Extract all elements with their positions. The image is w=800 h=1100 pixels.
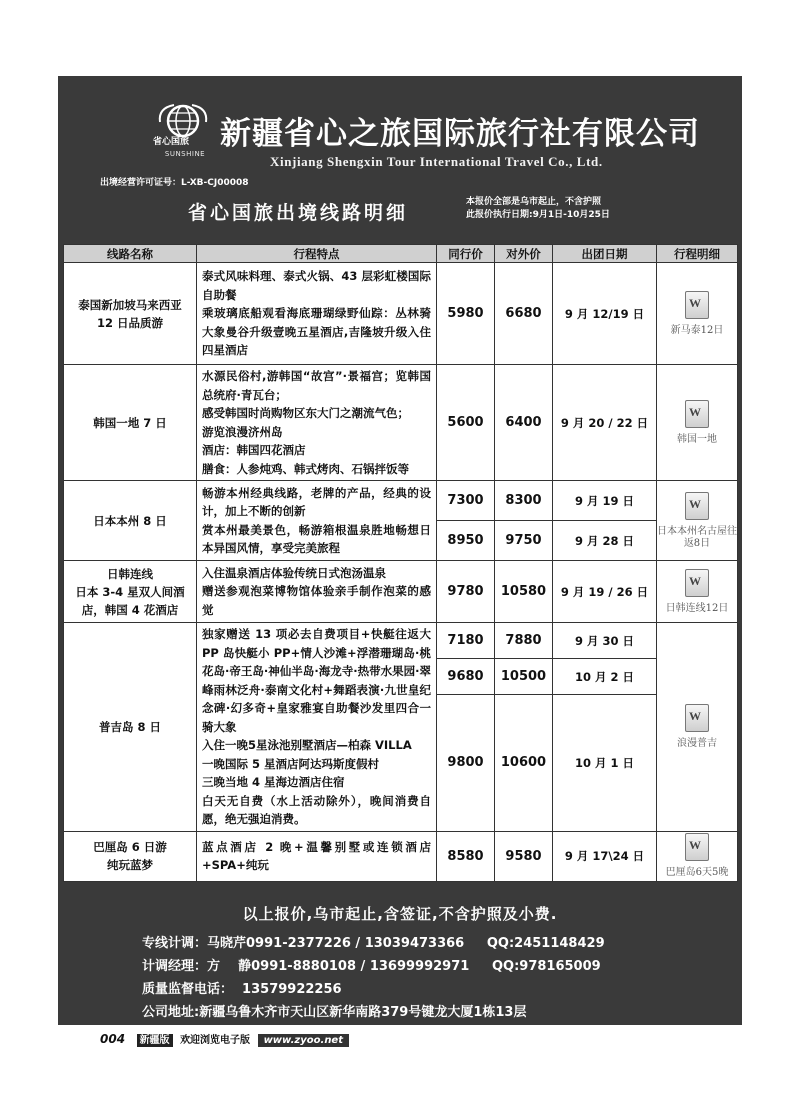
manager-name-phone: 方 静0991-8880108 / 13699992971 xyxy=(207,959,470,974)
route-table xyxy=(63,244,738,882)
public-price: 9580 xyxy=(495,831,553,881)
route-table-body xyxy=(64,263,738,882)
route-name-text: 韩国一地 7 日 xyxy=(93,415,167,430)
route-name-text: 日本本州 8 日 xyxy=(93,513,167,528)
edition-tag: 新疆版 xyxy=(137,1034,173,1047)
peer-price: 5600 xyxy=(437,365,495,481)
quality-hotline: 质量监督电话： 13579922256 xyxy=(142,982,342,997)
company-name-en: Xinjiang Shengxin Tour International Travel Co., Ltd. xyxy=(270,154,603,169)
route-name xyxy=(64,263,197,365)
page-number: 004 xyxy=(100,1032,126,1046)
departure-date: 9 月 28 日 xyxy=(553,521,657,561)
departure-date: 10 月 2 日 xyxy=(553,659,657,695)
peer-price: 9800 xyxy=(437,695,495,831)
table-row xyxy=(64,831,738,881)
public-price: 8300 xyxy=(495,481,553,521)
route-features-text: 入住温泉酒店体验传统日式泡汤温泉 赠送参观泡菜博物馆体验亲手制作泡菜的感觉 xyxy=(202,565,431,617)
itinerary-doc-label: 巴厘岛6天5晚 xyxy=(665,867,729,878)
price-note-1: 本报价全部是乌市起止，不含护照 xyxy=(466,197,602,207)
peer-price: 8580 xyxy=(437,831,495,881)
peer-price: 7180 xyxy=(437,623,495,659)
route-features-text: 独家赠送 13 项必去自费项目+快艇往返大 PP 岛快艇小 PP+情人沙滩+浮潜珊瑚岛·桃花岛·帝王岛·神仙半岛·海龙寺·热带水果园·翠峰雨林泛舟·泰南文化村+舞蹈表演·九世皇纪念碑·幻多奇+皇家雅宴自助餐沙发里四合一骑大象 入住一晚5星泳池别墅酒店—柏森 VILLA 一晚国际 5 星酒店阿达玛斯度假村 三晚当地 4 星海边酒店住宿 白天无自费（水上活动除外），晚间消费自愿，绝无强迫消费。 xyxy=(202,627,431,826)
route-name xyxy=(64,831,197,881)
manager-qq: QQ:978165009 xyxy=(491,959,601,974)
logo-subtext: SUNSHINE xyxy=(164,150,206,158)
peer-price: 5980 xyxy=(437,263,495,365)
word-doc-icon xyxy=(685,704,709,732)
route-features-text: 水源民俗村,游韩国“故宫”·景福宫；览韩国总统府·青瓦台； 感受韩国时尚购物区东大门之潮流气色； 游览浪漫济州岛 酒店：韩国四花酒店 膳食：人参炖鸡、韩式烤肉、石锅拌饭等 xyxy=(202,369,431,476)
departure-date: 9 月 17\24 日 xyxy=(553,831,657,881)
word-doc-icon xyxy=(685,400,709,428)
route-name xyxy=(64,481,197,561)
itinerary-doc-link[interactable] xyxy=(657,481,738,561)
route-features xyxy=(197,623,437,832)
planner-name-phone: 马晓芹0991-2377226 / 13039473366 xyxy=(207,936,465,951)
route-name-text: 泰国新加坡马来西亚 12 日品质游 xyxy=(78,297,182,330)
logo-text: 省心国旅 xyxy=(153,137,190,147)
route-table-wrapper xyxy=(63,244,737,882)
departure-date: 9 月 19 / 26 日 xyxy=(553,561,657,623)
public-price: 10600 xyxy=(495,695,553,831)
table-row xyxy=(64,365,738,481)
contact-line-planner xyxy=(142,932,605,955)
itinerary-doc-link[interactable] xyxy=(657,263,738,365)
public-price: 9750 xyxy=(495,521,553,561)
itinerary-doc-label: 新马泰12日 xyxy=(670,324,724,336)
footer-message: 欢迎浏览电子版 xyxy=(180,1035,251,1046)
route-features-text: 畅游本州经典线路，老牌的产品，经典的设计，加上不断的创新 赏本州最美景色，畅游箱根温泉胜地畅想日本异国风情，享受完美旅程 xyxy=(202,485,431,555)
company-address: 公司地址:新疆乌鲁木齐市天山区新华南路379号键龙大厦1栋13层 xyxy=(142,1005,527,1020)
col-header-public-price: 对外价 xyxy=(495,245,553,263)
website-link[interactable]: www.zyoo.net xyxy=(258,1034,349,1047)
col-header-departure: 出团日期 xyxy=(553,245,657,263)
itinerary-doc-label: 日韩连线12日 xyxy=(665,602,729,614)
itinerary-doc-label: 日本本州名古屋往返8日 xyxy=(657,525,737,549)
table-row xyxy=(64,623,738,659)
departure-date: 9 月 19 日 xyxy=(553,481,657,521)
table-row xyxy=(64,561,738,623)
departure-date: 9 月 30 日 xyxy=(553,623,657,659)
route-name xyxy=(64,365,197,481)
route-name xyxy=(64,623,197,832)
price-notes xyxy=(466,196,610,222)
departure-date: 9 月 12/19 日 xyxy=(553,263,657,365)
itinerary-doc-label: 韩国一地 xyxy=(677,433,717,445)
public-price: 6680 xyxy=(495,263,553,365)
price-summary: 以上报价,乌市起止,含签证,不含护照及小费. xyxy=(242,905,558,923)
manager-label: 计调经理： xyxy=(142,959,208,974)
planner-label: 专线计调： xyxy=(142,936,208,951)
route-features-text: 泰式风味料理、泰式火锅、43 层彩虹楼国际自助餐 乘玻璃底船观看海底珊瑚绿野仙踪：丛林骑大象曼谷升级壹晚五星酒店,吉隆坡升级入住四星酒店 xyxy=(202,269,431,358)
peer-price: 9680 xyxy=(437,659,495,695)
public-price: 10580 xyxy=(495,561,553,623)
word-doc-icon xyxy=(685,833,709,861)
contact-line-manager xyxy=(142,955,605,978)
route-features-text: 蓝点酒店 2 晚+温馨别墅或连锁酒店+SPA+纯玩 xyxy=(202,839,431,872)
planner-qq: QQ:2451148429 xyxy=(486,936,605,951)
brochure-panel xyxy=(58,76,742,1025)
departure-date: 9 月 20 / 22 日 xyxy=(553,365,657,481)
itinerary-doc-label: 浪漫普吉 xyxy=(677,737,717,749)
company-name-cn: 新疆省心之旅国际旅行社有限公司 xyxy=(220,116,700,152)
page-footer xyxy=(100,1031,349,1046)
table-row xyxy=(64,263,738,365)
public-price: 7880 xyxy=(495,623,553,659)
route-features xyxy=(197,561,437,623)
route-name-text: 日韩连线 日本 3-4 星双人间酒店，韩国 4 花酒店 xyxy=(75,566,185,617)
peer-price: 9780 xyxy=(437,561,495,623)
itinerary-doc-link[interactable] xyxy=(657,561,738,623)
route-features xyxy=(197,263,437,365)
page-title: 省心国旅出境线路明细 xyxy=(188,202,409,224)
itinerary-doc-link[interactable] xyxy=(657,831,738,881)
col-header-peer-price: 同行价 xyxy=(437,245,495,263)
table-header-row xyxy=(64,245,738,263)
col-header-detail: 行程明细 xyxy=(657,245,738,263)
route-name xyxy=(64,561,197,623)
public-price: 10500 xyxy=(495,659,553,695)
contact-block xyxy=(142,932,605,1024)
license-number: 出境经营许可证号：L-XB-CJ00008 xyxy=(100,178,249,188)
itinerary-doc-link[interactable] xyxy=(657,365,738,481)
route-name-text: 普吉岛 8 日 xyxy=(98,719,161,734)
departure-date: 10 月 1 日 xyxy=(553,695,657,831)
word-doc-icon xyxy=(685,569,709,597)
itinerary-doc-link[interactable] xyxy=(657,623,738,832)
word-doc-icon xyxy=(685,291,709,319)
col-header-route: 线路名称 xyxy=(64,245,197,263)
word-doc-icon xyxy=(685,492,709,520)
table-row xyxy=(64,481,738,521)
public-price: 6400 xyxy=(495,365,553,481)
peer-price: 8950 xyxy=(437,521,495,561)
route-features xyxy=(197,365,437,481)
route-name-text: 巴厘岛 6 日游 纯玩蓝梦 xyxy=(93,840,167,872)
route-features xyxy=(197,831,437,881)
col-header-features: 行程特点 xyxy=(197,245,437,263)
peer-price: 7300 xyxy=(437,481,495,521)
route-features xyxy=(197,481,437,561)
price-note-2: 此报价执行日期:9月1日-10月25日 xyxy=(466,210,610,220)
